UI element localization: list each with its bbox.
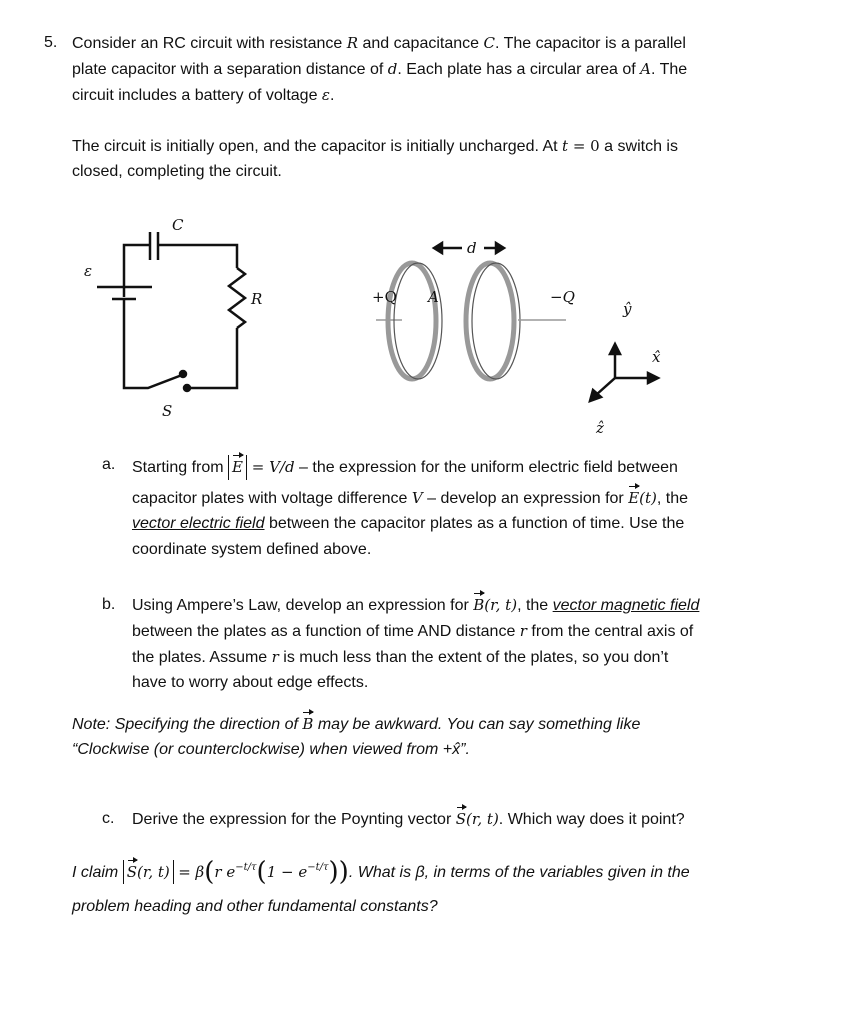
text-line (132, 514, 684, 534)
part-b-label: b. (102, 596, 116, 613)
claim-line (72, 852, 690, 889)
text-segment: t (562, 137, 569, 155)
claim-prefix: I claim (72, 864, 119, 881)
emf-label: ε (84, 262, 93, 280)
vector-symbol: E (628, 489, 640, 507)
text-segment: r (519, 622, 527, 640)
text-segment: (t) (639, 489, 657, 507)
text-segment: . Which way does it point? (498, 811, 685, 828)
separation-label: d (467, 239, 477, 257)
text-segment: = 0 (568, 137, 600, 155)
text-line (72, 33, 686, 54)
y-axis-label: ŷ (623, 300, 632, 318)
resistor-label: R (251, 290, 263, 308)
claim-one-minus: 1 − e (266, 863, 308, 881)
capacitor-label: C (172, 216, 184, 234)
paren-open: ( (204, 857, 215, 887)
text-line (132, 647, 668, 668)
underlined-term: vector magnetic field (552, 597, 700, 614)
text-segment: C (483, 34, 495, 52)
part-a-label: a. (102, 456, 116, 473)
text-segment: Note: Specifying the direction of (72, 716, 303, 733)
claim-equals: = β (178, 863, 205, 881)
vector-symbol: E (232, 458, 243, 476)
minus-q-label: −Q (550, 288, 575, 306)
text-line (72, 714, 640, 735)
text-segment: (r, t) (484, 596, 518, 614)
vector-symbol: B (302, 715, 314, 733)
plus-q-label: +Q (372, 288, 397, 306)
claim-r: r e (214, 863, 236, 881)
underlined-term: vector electric field (132, 515, 265, 532)
text-segment: – the expression for the uniform electric field between (294, 459, 678, 476)
text-segment: the plates. Assume (132, 649, 272, 666)
claim-line-2: problem heading and other fundamental constants? (72, 898, 438, 915)
text-line (132, 595, 699, 616)
text-segment: ε (321, 86, 330, 104)
text-line (72, 136, 678, 157)
claim-args: (r, t) (136, 863, 170, 881)
text-segment: circuit includes a battery of voltage (72, 87, 322, 104)
switch-label: S (162, 402, 173, 420)
text-segment: “Clockwise (or counterclockwise) when viewed from +x̂”. (72, 741, 470, 758)
text-line (132, 455, 678, 480)
text-segment: and capacitance (358, 35, 484, 52)
text-segment: R (346, 34, 359, 52)
text-segment: (r, t) (466, 810, 499, 828)
paren-open-inner: ( (256, 857, 267, 887)
claim-suffix: . What is β, in terms of the variables given in the (348, 864, 690, 881)
paren-close: )) (328, 857, 349, 887)
text-segment: Consider an RC circuit with resistance (72, 35, 347, 52)
poynting-vector: S (126, 863, 137, 881)
text-segment: . The capacitor is a parallel (494, 35, 686, 52)
axes-icon (590, 344, 658, 401)
text-segment: Derive the expression for the Poynting vector (132, 811, 456, 828)
claim-exponent-2: −t/τ (307, 862, 329, 873)
text-line (132, 488, 688, 509)
separation-arrow (434, 243, 504, 253)
text-line (72, 162, 282, 182)
text-line (72, 59, 687, 80)
text-segment: between the plates as a function of time AND distance (132, 623, 520, 640)
text-segment: V (411, 489, 423, 507)
circuit-diagram (97, 232, 245, 391)
claim-exponent: −t/τ (235, 862, 257, 873)
x-axis-label: x̂ (652, 348, 661, 366)
text-segment: have to worry about edge effects. (132, 674, 369, 691)
text-line (72, 740, 470, 760)
text-segment: coordinate system defined above. (132, 541, 372, 558)
problem-number: 5. (44, 34, 58, 51)
text-segment: A (640, 60, 651, 78)
text-line (132, 809, 685, 830)
text-segment: . (329, 87, 335, 104)
vector-symbol: S (455, 810, 466, 828)
text-segment: . The (651, 61, 688, 78)
z-axis-label: ẑ (596, 419, 604, 437)
capacitor-plates (376, 263, 566, 379)
area-label: A (428, 288, 439, 306)
text-segment: may be awkward. You can say something like (313, 716, 641, 733)
text-segment: Starting from (132, 459, 229, 476)
text-segment: The circuit is initially open, and the capacitor is initially uncharged. At (72, 138, 563, 155)
text-segment: plate capacitor with a separation distance of (72, 61, 388, 78)
vector-symbol: B (473, 596, 485, 614)
text-segment: d (387, 60, 398, 78)
text-segment: . Each plate has a circular area of (397, 61, 641, 78)
field-magnitude (228, 455, 247, 480)
text-segment: , the (656, 490, 689, 507)
claim-magnitude (123, 860, 174, 884)
text-line (132, 673, 368, 693)
text-line (72, 85, 334, 106)
text-segment: = V/d (246, 458, 295, 476)
text-segment: , the (517, 597, 553, 614)
text-segment: a switch is (599, 138, 678, 155)
text-segment: Using Ampere’s Law, develop an expression for (132, 597, 474, 614)
text-segment: capacitor plates with voltage difference (132, 490, 412, 507)
text-segment: between the capacitor plates as a function of time. Use the (264, 515, 685, 532)
part-c-label: c. (102, 810, 115, 827)
text-segment: from the central axis of (526, 623, 694, 640)
text-segment: r (271, 648, 279, 666)
text-segment: is much less than the extent of the plates, so you don’t (278, 649, 669, 666)
text-line (132, 621, 693, 642)
text-segment: – develop an expression for (422, 490, 629, 507)
text-line (132, 540, 371, 560)
text-segment: closed, completing the circuit. (72, 163, 282, 180)
